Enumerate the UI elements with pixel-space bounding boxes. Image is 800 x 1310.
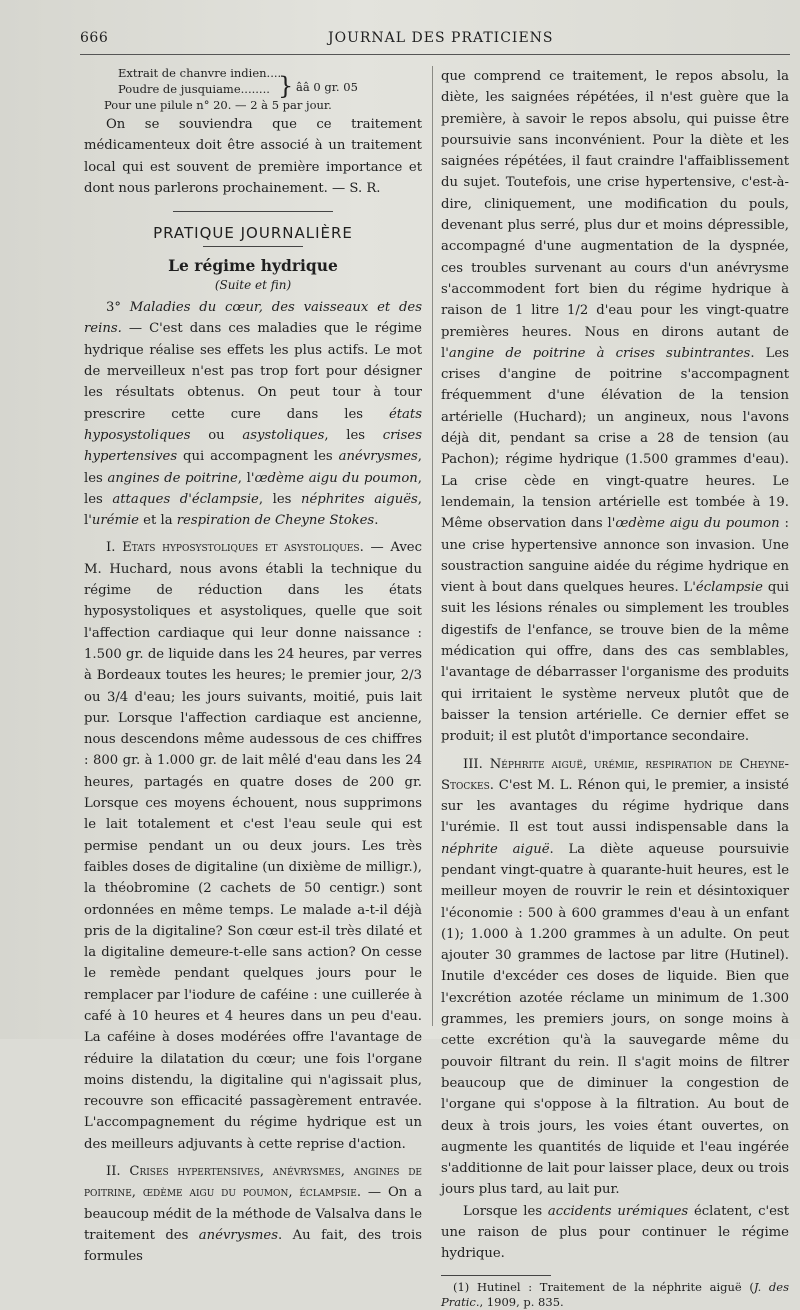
prescription-formula [84,66,422,114]
formula-note: Pour une pilule n° 20. — 2 à 5 par jour. [104,98,332,112]
left-column [84,66,422,1268]
journal-title: JOURNAL DES PRATICIENS [328,30,554,46]
article-subtitle: (Suite et fin) [214,278,292,293]
footnote: (1) Hutinel : Traitement de la néphrite aiguë (J. des Pratic., 1909, p. 835. [441,1279,789,1309]
page-number: 666 [80,30,109,46]
column-divider [432,66,433,1026]
section-rule-top [173,211,333,212]
formula-dose: ââ 0 gr. 05 [296,80,358,94]
paragraph-uremic-accidents: Lorsque les accidents urémiques éclatent, c'est une raison de plus pour continuer le régime hydrique. [441,1203,789,1262]
paragraph-valsalva-continued: que comprend ce traitement, le repos absolu, la diète, les saignées répétées, il n'est guère que la première, à savoir le repos absolu, qui puisse être poursuivie sans inconvénient. Pour la diète et les saignées répétées, il faut craindre l'affaiblissement du sujet. Toutefois, une crise hypertensive, c'est-à-dire, cliniquement, une modification du pouls, devenant plus serré, plus dur et moins dépressible, accompagné d'une augmentation de la dyspnée, ces troubles survenant au cours d'un anévrysme s'accommodent fort bien du régime hydrique à raison de 1 litre 1/2 d'eau pour les vingt-quatre premières heures. Nous en dirons autant de l'angine de poitrine à crises subintrantes. Les crises d'angine de poitrine s'accompagnent fréquemment d'une élévation de la tension artérielle (Huchard); un angineux, nous l'avons déjà dit, pendant sa crise a 28 de tension (au Pachon); régime hydrique (1.500 grammes d'eau). La crise cède en vingt-quatre heures. Le lendemain, la tension artérielle est tombée à 19. Même observation dans l'œdème aigu du poumon : une crise hypertensive annonce son invasion. Une soustraction sanguine aidée du régime hydrique en vient à bout dans quelques heures. L'éclampsie qui suit les lésions rénales ou simplement les troubles digestifs de l'enfance, se trouve bien de la même médication qui offre, dans des cas semblables, l'avantage de débarrasser l'organisme des produits qui irritaient le système nerveux plutôt que de baisser la tension artérielle. Ce dernier effet se produit; il est plutôt d'importance secondaire. [441,69,790,745]
article-title: Le régime hydrique [168,256,338,276]
page-header [80,30,790,55]
formula-line-2: Poudre de jusquiame........ [118,82,270,96]
right-column [441,66,789,1310]
footnote-rule [441,1275,551,1276]
subsection-heading-2: II. Crises hypertensives, anévrysmes, angines de poitrine, œdème aigu du poumon, éclampsie. [84,1164,422,1201]
section-rule-bottom [203,246,303,247]
formula-brace: } [278,72,294,100]
subsection-heading-1: I. Etats hyposystoliques et asystoliques. [106,540,364,556]
intro-paragraph: On se souviendra que ce traitement médicamenteux doit être associé à un traitement local qui est souvent de première importance et dont nous parlerons prochainement. — S. R. [84,117,422,196]
formula-line-1: Extrait de chanvre indien.... [118,66,282,80]
paragraph-hyposystolic: I. Etats hyposystoliques et asystoliques. — Avec M. Huchard, nous avons établi la technique du régime de réduction dans les états hyposystoliques et asystoliques, quelle que soit l'affection cardiaque qui leur donne naissance : 1.500 gr. de liquide dans les 24 heures, par verres à Bordeaux toutes les heures; le premier jour, 2/3 ou 3/4 d'eau; les jours suivants, moitié, puis lait pur. Lorsque l'affection cardiaque est ancienne, nous descendons même audessous de ces chiffres : 800 gr. à 1.000 gr. de lait mêlé d'eau dans les 24 heures, partagés en quatre doses de 200 gr. Lorsque ces moyens échouent, nous supprimons le lait totalement et c'est l'eau seule qui est permise pendant un ou deux jours. Les très faibles doses de digitaline (un dixième de milligr.), la théobromine (2 cachets de 50 centigr.) sont ordonnées en même temps. Le malade a-t-il déjà pris de la digitaline? Son cœur est-il très dilaté et la digitaline demeure-t-elle sans action? On cesse le remède pendant quelques jours pour le remplacer par l'iodure de caféine : une cuillerée à café à 10 heures et 4 heures dans un peu d'eau. La caféine à doses modérées offre l'avantage de réduire la dilatation du cœur; une fois l'organe moins distendu, la digitaline qui n'agissait plus, recouvre son efficacité passagèrement entravée. L'accompagnement du régime hydrique est un des meilleurs adjuvants à cette reprise d'action. [84,540,422,1152]
paragraph-heart-diseases: 3° Maladies du cœur, des vaisseaux et des reins. — C'est dans ces maladies que le régime hydrique réalise ses effets les plus actifs. Le mot de merveilleux n'est pas trop fort pour désigner les résultats obtenus. On peut tour à tour prescrire cette cure dans les états hyposystoliques ou asystoliques, les crises hypertensives qui accompagnent les anévrysmes, les angines de poitrine, l'œdème aigu du poumon, les attaques d'éclampsie, les néphrites aiguës, l'urémie et la respiration de Cheyne Stokes. [84,300,422,529]
subsection-heading-3: III. Néphrite aiguë, urémie, respiration de Cheyne-Stockes. [441,756,789,793]
paragraph-nephritis: III. Néphrite aiguë, urémie, respiration de Cheyne-Stockes. C'est M. L. Rénon qui, le premier, a insisté sur les avantages du régime hydrique dans l'urémie. Il est tout aussi indispensable dans la néphrite aiguë. La diète aqueuse poursuivie pendant vingt-quatre à quarante-huit heures, est le meilleur moyen de rouvrir le rein et désintoxiquer l'économie : 500 à 600 grammes d'eau à un enfant (1); 1.000 à 1.200 grammes à un adulte. On peut ajouter 30 grammes de lactose par litre (Hutinel). Inutile d'excéder ces doses de liquide. Bien que l'excrétion azotée réclame un minimum de 1.300 grammes, les premiers jours, on songe moins à cette excrétion qu'à la sauvegarde même du pouvoir filtrant du rein. Il s'agit moins de filtrer beaucoup que de diminuer la congestion de l'organe qui s'oppose à la filtration. Au bout de deux à trois jours, les voies étant ouvertes, on augmente les quantités de liquide et l'eau ingérée s'additionne de lait pour laisser place, deux ou trois jours plus tard, au lait pur. [441,756,789,1198]
section-title: PRATIQUE JOURNALIÈRE [153,224,353,243]
paragraph-hypertensive-crises: II. Crises hypertensives, anévrysmes, angines de poitrine, œdème aigu du poumon, éclampsie. — On a beaucoup médit de la méthode de Valsalva dans le traitement des anévrysmes. Au fait, des trois formules [84,1164,422,1265]
